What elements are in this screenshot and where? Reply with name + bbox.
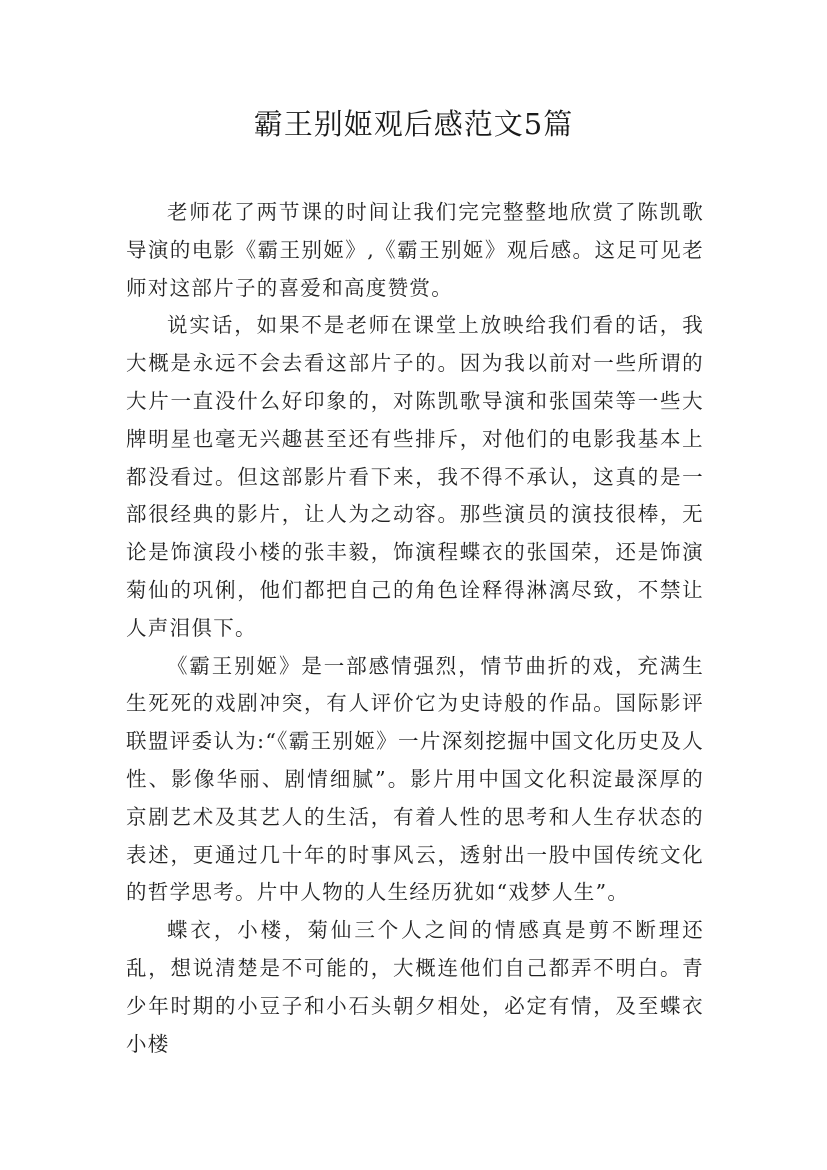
paragraph-3: 《霸王别姬》是一部感情强烈，情节曲折的戏，充满生生死死的戏剧冲突，有人评价它为史诗般的作品。国际影评联盟评委认为:“《霸王别姬》一片深刻挖掘中国文化历史及人性、影像华丽、剧情细腻”。影片用中国文化积淀最深厚的京剧艺术及其艺人的生活，有着人性的思考和人生存状态的表述，更通过几十年的时事风云，透射出一股中国传统文化的哲学思考。片中人物的人生经历犹如“戏梦人生”。 [126, 653, 704, 905]
paragraph-1: 老师花了两节课的时间让我们完完整整地欣赏了陈凯歌导演的电影《霸王别姬》,《霸王别姬》观后感。这足可见老师对这部片子的喜爱和高度赞赏。 [126, 200, 704, 300]
document-body [126, 194, 704, 1063]
paragraph-2: 说实话，如果不是老师在课堂上放映给我们看的话，我大概是永远不会去看这部片子的。因为我以前对一些所谓的大片一直没什么好印象的，对陈凯歌导演和张国荣等一些大牌明星也毫无兴趣甚至还有些排斥，对他们的电影我基本上都没看过。但这部影片看下来，我不得不承认，这真的是一部很经典的影片，让人为之动容。那些演员的演技很棒，无论是饰演段小楼的张丰毅，饰演程蝶衣的张国荣，还是饰演菊仙的巩俐，他们都把自己的角色诠释得淋漓尽致，不禁让人声泪俱下。 [126, 313, 704, 640]
paragraph-4: 蝶衣，小楼，菊仙三个人之间的情感真是剪不断理还乱，想说清楚是不可能的，大概连他们自己都弄不明白。青少年时期的小豆子和小石头朝夕相处，必定有情，及至蝶衣小楼 [126, 918, 704, 1056]
document-title: 霸王别姬观后感范文5篇 [253, 107, 574, 141]
